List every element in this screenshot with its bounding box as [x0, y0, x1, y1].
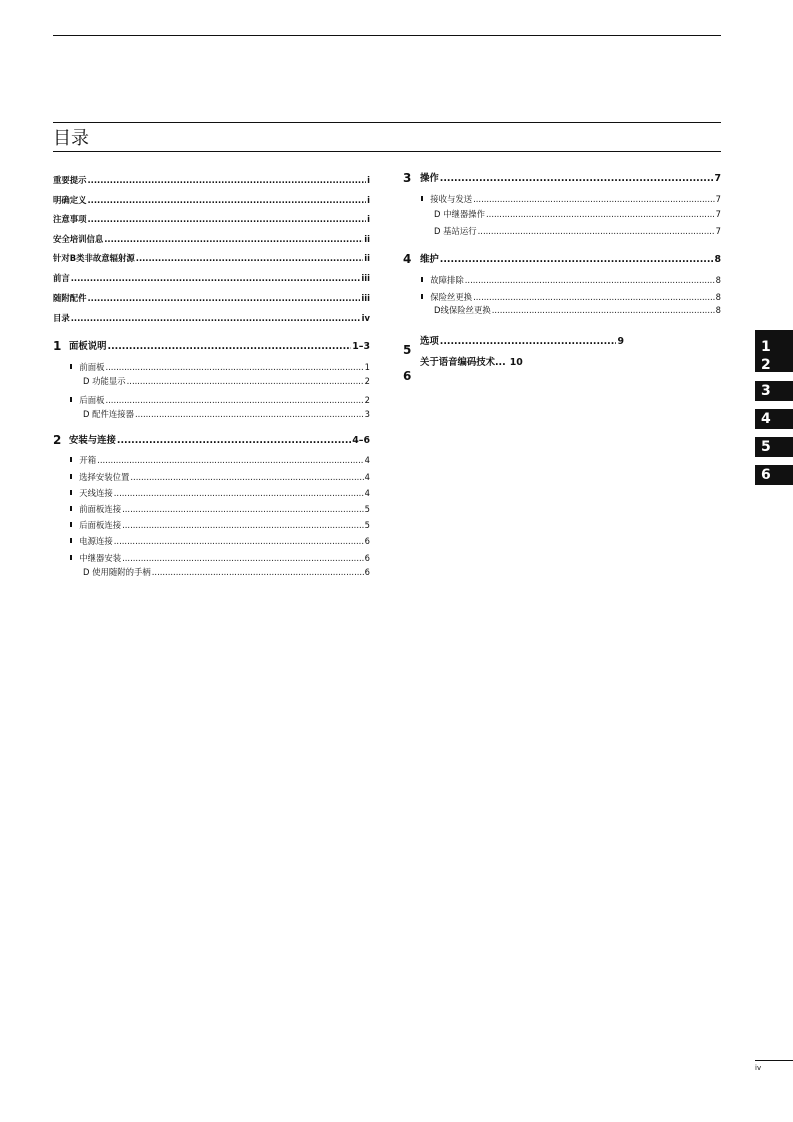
square-bullet-icon — [70, 474, 72, 479]
toc-subentry[interactable]: D 配件连接器 ..... 3 — [83, 409, 370, 419]
square-bullet-icon — [70, 364, 72, 369]
chapter-number: 3 — [403, 171, 412, 185]
toc-subentry[interactable]: 后面板连接 ..... 5 — [70, 520, 370, 530]
toc-subentry[interactable]: D线保险丝更换 ..... 8 — [434, 305, 721, 315]
toc-subentry[interactable]: 天线连接 ..... 4 — [70, 488, 370, 498]
square-bullet-icon — [421, 196, 423, 201]
chapter-number: 4 — [403, 252, 412, 266]
side-tab-6[interactable]: 6 — [755, 465, 793, 485]
square-bullet-icon — [70, 397, 72, 402]
toc-subentry[interactable]: 前面板 ..... 1 — [70, 362, 370, 372]
square-bullet-icon — [70, 490, 72, 495]
side-tab-1-2[interactable] — [755, 330, 793, 372]
chapter-number: 5 — [403, 343, 412, 357]
chapter-entry[interactable]: 维护 ..... 8 — [420, 255, 721, 265]
toc-entry[interactable]: 重要提示 ..... i — [53, 175, 370, 185]
footer-page-number: iv — [755, 1064, 762, 1072]
header-rule — [53, 35, 721, 36]
side-tab-label: 2 — [761, 357, 771, 372]
chapter-number: 2 — [53, 433, 62, 447]
chapter-entry[interactable]: 关于语音编码技术... 10 — [420, 357, 523, 368]
title-rule-top — [53, 122, 721, 123]
toc-subentry[interactable]: D 功能显示 ..... 2 — [83, 376, 370, 386]
toc-subentry[interactable]: D 使用随附的手柄 ..... 6 — [83, 567, 370, 577]
chapter-number: 6 — [403, 369, 412, 383]
square-bullet-icon — [70, 457, 72, 462]
title-rule-bottom — [53, 151, 721, 152]
square-bullet-icon — [70, 555, 72, 560]
chapter-entry[interactable]: 安装与连接 ..... 4–6 — [69, 436, 370, 446]
toc-entry[interactable]: 安全培训信息 ..... ii — [53, 234, 370, 244]
square-bullet-icon — [421, 277, 423, 282]
toc-subentry[interactable]: 故障排除 ..... 8 — [421, 275, 721, 285]
square-bullet-icon — [421, 294, 423, 299]
toc-entry[interactable]: 前言 ..... iii — [53, 273, 370, 283]
chapter-entry[interactable]: 面板说明 ..... 1–3 — [69, 342, 370, 352]
side-tab-5[interactable]: 5 — [755, 437, 793, 457]
toc-subentry[interactable]: 选择安装位置 ..... 4 — [70, 472, 370, 482]
toc-subentry[interactable]: D 基站运行 ..... 7 — [434, 226, 721, 236]
footer-rule — [755, 1060, 793, 1061]
side-tab-label: 1 — [761, 339, 771, 355]
toc-entry[interactable]: 注意事项 ..... i — [53, 214, 370, 224]
toc-entry[interactable]: 针对B类非故意辐射源 ..... ii — [53, 253, 370, 263]
toc-entry[interactable]: 随附配件 ..... iii — [53, 293, 370, 303]
toc-subentry[interactable]: 保险丝更换 ..... 8 — [421, 292, 721, 302]
side-tab-4[interactable]: 4 — [755, 409, 793, 429]
toc-entry[interactable]: 目录 ..... iv — [53, 313, 370, 323]
chapter-number: 1 — [53, 339, 62, 353]
toc-subentry[interactable]: D 中继器操作 ..... 7 — [434, 209, 721, 219]
toc-subentry[interactable]: 前面板连接 ..... 5 — [70, 504, 370, 514]
toc-subentry[interactable]: 中继器安装 ..... 6 — [70, 553, 370, 563]
toc-subentry[interactable]: 接收与发送 ..... 7 — [421, 194, 721, 204]
chapter-entry[interactable]: 选项 ..... 9 — [420, 337, 624, 347]
square-bullet-icon — [70, 538, 72, 543]
side-tab-3[interactable]: 3 — [755, 381, 793, 401]
toc-subentry[interactable]: 后面板 ..... 2 — [70, 395, 370, 405]
square-bullet-icon — [70, 522, 72, 527]
page-title: 目录 — [53, 128, 89, 149]
toc-entry[interactable]: 明确定义 ..... i — [53, 195, 370, 205]
square-bullet-icon — [70, 506, 72, 511]
chapter-entry[interactable]: 操作 ..... 7 — [420, 174, 721, 184]
toc-subentry[interactable]: 开箱 ..... 4 — [70, 455, 370, 465]
toc-subentry[interactable]: 电源连接 ..... 6 — [70, 536, 370, 546]
